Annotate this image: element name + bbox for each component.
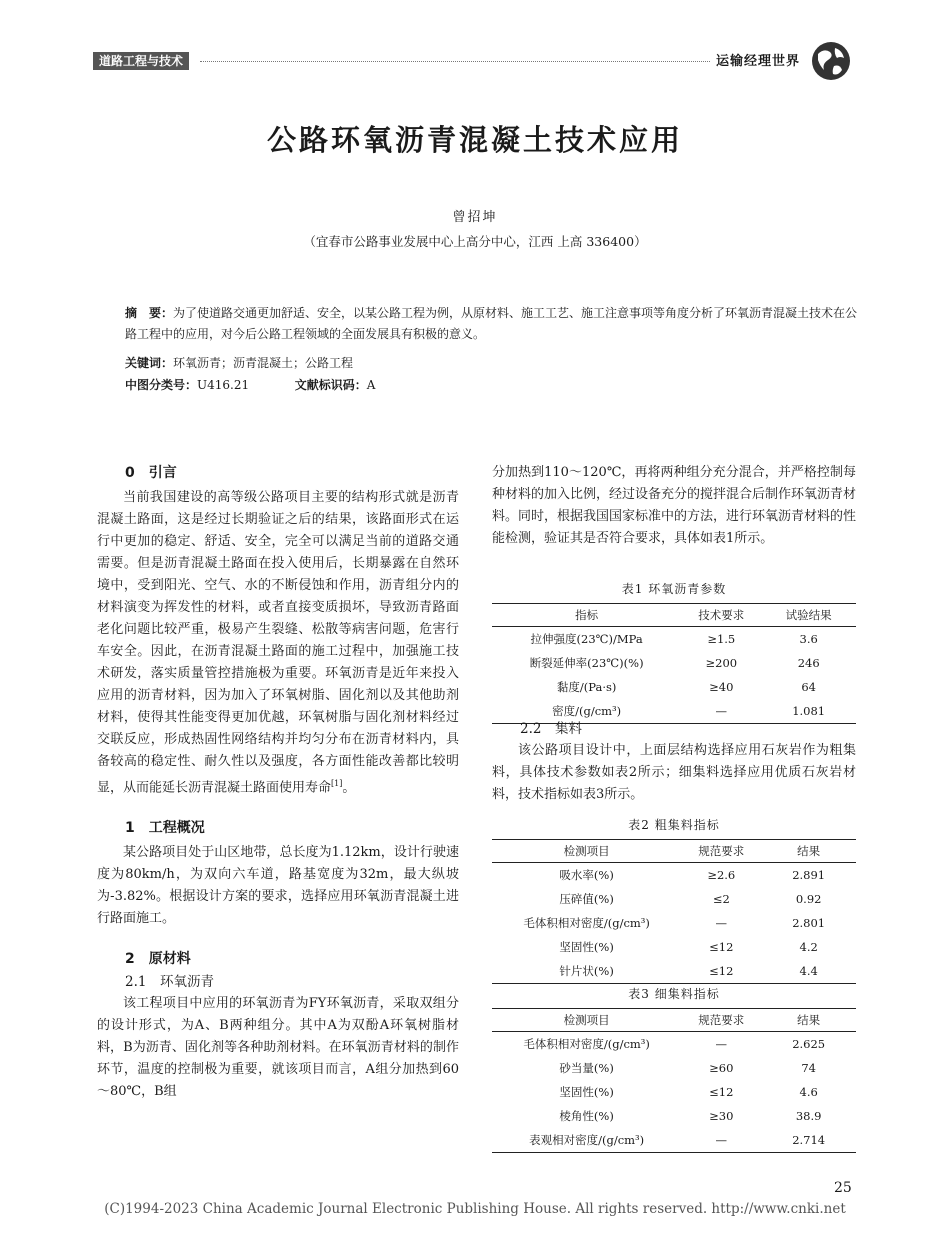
table-cell: 针片状(%) (492, 959, 681, 984)
clc-label: 中图分类号： (125, 378, 198, 392)
table-cell: 4.4 (761, 959, 856, 984)
author-name: 曾招坤 (452, 210, 498, 225)
table-cell: — (681, 1128, 761, 1153)
table-row (492, 887, 856, 911)
table-cell: ≤12 (681, 959, 761, 984)
table-cell: 2.714 (761, 1128, 856, 1153)
section-tag: 道路工程与技术 (93, 52, 189, 70)
table-cell: ≥30 (709, 1109, 734, 1123)
table-row (492, 1128, 856, 1153)
table-cell: 吸水率(%) (559, 868, 614, 882)
table-row (492, 1056, 856, 1080)
table-header-cell: 指标 (492, 604, 681, 627)
table-cell: 坚固性(%) (559, 1085, 614, 1099)
table-cell: 压碎值(%) (559, 892, 614, 906)
keywords-label: 关键词： (125, 356, 174, 370)
table-cell: — (715, 916, 728, 930)
table-header-cell: 结果 (761, 1009, 856, 1032)
table-row (492, 651, 856, 675)
table-cell: 断裂延伸率(23℃)(%) (529, 656, 644, 670)
table-cell: 3.6 (799, 632, 818, 646)
table-1-caption: 表1 环氧沥青参数 (621, 582, 727, 596)
table-cell: 0.92 (795, 892, 822, 906)
article-title: 公路环氧沥青混凝土技术应用 (266, 123, 683, 157)
citation-ref: [1] (331, 779, 343, 788)
table-header-cell: 规范要求 (681, 840, 761, 863)
table-cell: 2.801 (792, 916, 826, 930)
section-2-2-heading: 2.2 集料 (520, 721, 582, 737)
doc-code-value: A (366, 378, 376, 392)
table-cell: 74 (801, 1061, 816, 1075)
table-3-caption: 表3 细集料指标 (628, 987, 720, 1001)
keywords-text: 环氧沥青；沥青混凝土；公路工程 (173, 356, 354, 370)
table-cell: ≤12 (709, 1085, 734, 1099)
abstract (125, 303, 860, 345)
table-header-row (492, 1009, 856, 1032)
section-1-heading: 1 工程概况 (125, 820, 205, 837)
table-row (492, 863, 856, 888)
table-header-row (492, 604, 856, 627)
table-row (492, 959, 856, 984)
table-cell: 64 (801, 680, 816, 694)
table-cell: 坚固性(%) (559, 940, 614, 954)
section-1-paragraph: 某公路项目处于山区地带，总长度为1.12km，设计行驶速度为80km/h，为双向六车道，路基宽度为32m，最大纵坡为-3.82%。根据设计方案的要求，选择应用环氧沥青混凝土进行路面施工。 (97, 845, 459, 927)
keywords (125, 354, 353, 371)
right-column-top (492, 462, 856, 550)
table-cell: 密度/(g/cm³) (492, 699, 681, 724)
classification (125, 376, 375, 393)
copyright-footer: (C)1994-2023 China Academic Journal Electronic Publishing House. All rights reserved. http://www.cnki.net (104, 1201, 846, 1217)
section-2-heading: 2 原材料 (125, 951, 191, 968)
section-0-paragraph: 当前我国建设的高等级公路项目主要的结构形式就是沥青混凝土路面，这是经过长期验证之后的结果，该路面形式在运行中更加的稳定、舒适、安全，完全可以满足当前的道路交通需要。但是沥青混凝土路面在投入使用后，长期暴露在自然环境中，受到阳光、空气、水的不断侵蚀和作用，沥青组分内的材料演变为挥发性的材料，或者直接变质损坏，导致沥青路面老化问题比较严重，极易产生裂缝、松散等病害问题，危害行车安全。因此，在沥青混凝土路面的施工过程中，加强施工技术研发，落实质量管控措施极为重要。环氧沥青是近年来投入应用的沥青材料，因为加入了环氧树脂、固化剂以及其他助剂材料，使得其性能变得更加优越，环氧树脂与固化剂材料经过交联反应，形成热固性网络结构并均匀分布在沥青材料内，具备较高的稳定性、耐久性以及强度，各方面性能改善都比较明显，从而能延长沥青混凝土路面使用寿命[1]。 (97, 490, 459, 796)
table-row (492, 935, 856, 959)
table-cell: ≥60 (709, 1061, 734, 1075)
table-cell: 毛体积相对密度/(g/cm³) (523, 916, 650, 930)
journal-name: 运输经理世界 (716, 54, 801, 69)
section-2-2-paragraph: 该公路项目设计中，上面层结构选择应用石灰岩作为粗集料，具体技术参数如表2所示；细集料选择应用优质石灰岩材料，技术指标如表3所示。 (492, 743, 856, 802)
table-2 (492, 839, 856, 984)
table-cell: ≥2.6 (707, 868, 736, 882)
table-cell: 毛体积相对密度/(g/cm³) (523, 1037, 650, 1051)
table-2-caption: 表2 粗集料指标 (628, 818, 720, 832)
continued-paragraph: 分加热到110～120℃，再将两种组分充分混合，并严格控制每种材料的加入比例，经过设备充分的搅拌混合后制作环氧沥青材料。同时，根据我国国家标准中的方法，进行环氧沥青材料的性能检测，验证其是否符合要求，具体如表1所示。 (492, 465, 857, 546)
table-row (492, 627, 856, 652)
right-column-mid (492, 718, 856, 806)
section-0-heading: 0 引言 (125, 465, 177, 481)
doc-code-label: 文献标识码： (294, 378, 367, 392)
table-header-row (492, 840, 856, 863)
table-header-cell: 结果 (761, 840, 856, 863)
abstract-label: 摘 要： (125, 306, 174, 320)
table-header-cell: 试验结果 (761, 604, 856, 627)
section-2-1-paragraph: 该工程项目中应用的环氧沥青为FY环氧沥青，采取双组分的设计形式，为A、B两种组分。其中A为双酚A环氧树脂材料，B为沥青、固化剂等各种助剂材料。在环氧沥青材料的制作环节，温度的控制极为重要，就该项目而言，A组分加热到60～80℃，B组 (97, 996, 459, 1100)
table-cell: 拉伸强度(23℃)/MPa (530, 632, 643, 646)
table-cell: 1.081 (761, 699, 856, 724)
table-header-cell: 检测项目 (492, 1009, 681, 1032)
table-cell: — (715, 1037, 728, 1051)
table-cell: 黏度/(Pa·s) (556, 680, 617, 694)
table-cell: ≥200 (705, 656, 738, 670)
table-cell: 2.891 (792, 868, 826, 882)
section-2-1-heading: 2.1 环氧沥青 (125, 974, 214, 991)
table-cell: 246 (797, 656, 820, 670)
clc-value: U416.21 (197, 378, 250, 392)
table-3 (492, 1008, 856, 1153)
table-row (492, 1080, 856, 1104)
table-cell: 38.9 (795, 1109, 822, 1123)
table-header-cell: 检测项目 (492, 840, 681, 863)
table-cell: ≤2 (712, 892, 730, 906)
table-row (492, 911, 856, 935)
page-number: 25 (834, 1180, 852, 1196)
table-header-cell: 规范要求 (681, 1009, 761, 1032)
table-cell: 4.2 (799, 940, 818, 954)
table-row (492, 1104, 856, 1128)
left-column (97, 462, 459, 1103)
table-cell: ≤12 (709, 940, 734, 954)
table-header-cell: 技术要求 (681, 604, 761, 627)
table-cell: 棱角性(%) (559, 1109, 614, 1123)
table-row (492, 675, 856, 699)
table-cell: 4.6 (799, 1085, 818, 1099)
table-cell: 砂当量(%) (559, 1061, 614, 1075)
table-row (492, 1032, 856, 1057)
table-cell: 2.625 (792, 1037, 826, 1051)
globe-icon (810, 40, 852, 82)
table-cell: — (681, 699, 761, 724)
table-1 (492, 603, 856, 724)
abstract-text: 为了使道路交通更加舒适、安全，以某公路工程为例，从原材料、施工工艺、施工注意事项等角度分析了环氧沥青混凝土技术在公路工程中的应用，对今后公路工程领域的全面发展具有积极的意义。 (125, 306, 858, 341)
header-rule (200, 61, 710, 62)
author-affiliation: （宜春市公路事业发展中心上高分中心，江西 上高 336400） (303, 234, 647, 249)
table-cell: 表观相对密度/(g/cm³) (492, 1128, 681, 1153)
table-cell: ≥40 (709, 680, 734, 694)
table-cell: ≥1.5 (707, 632, 736, 646)
